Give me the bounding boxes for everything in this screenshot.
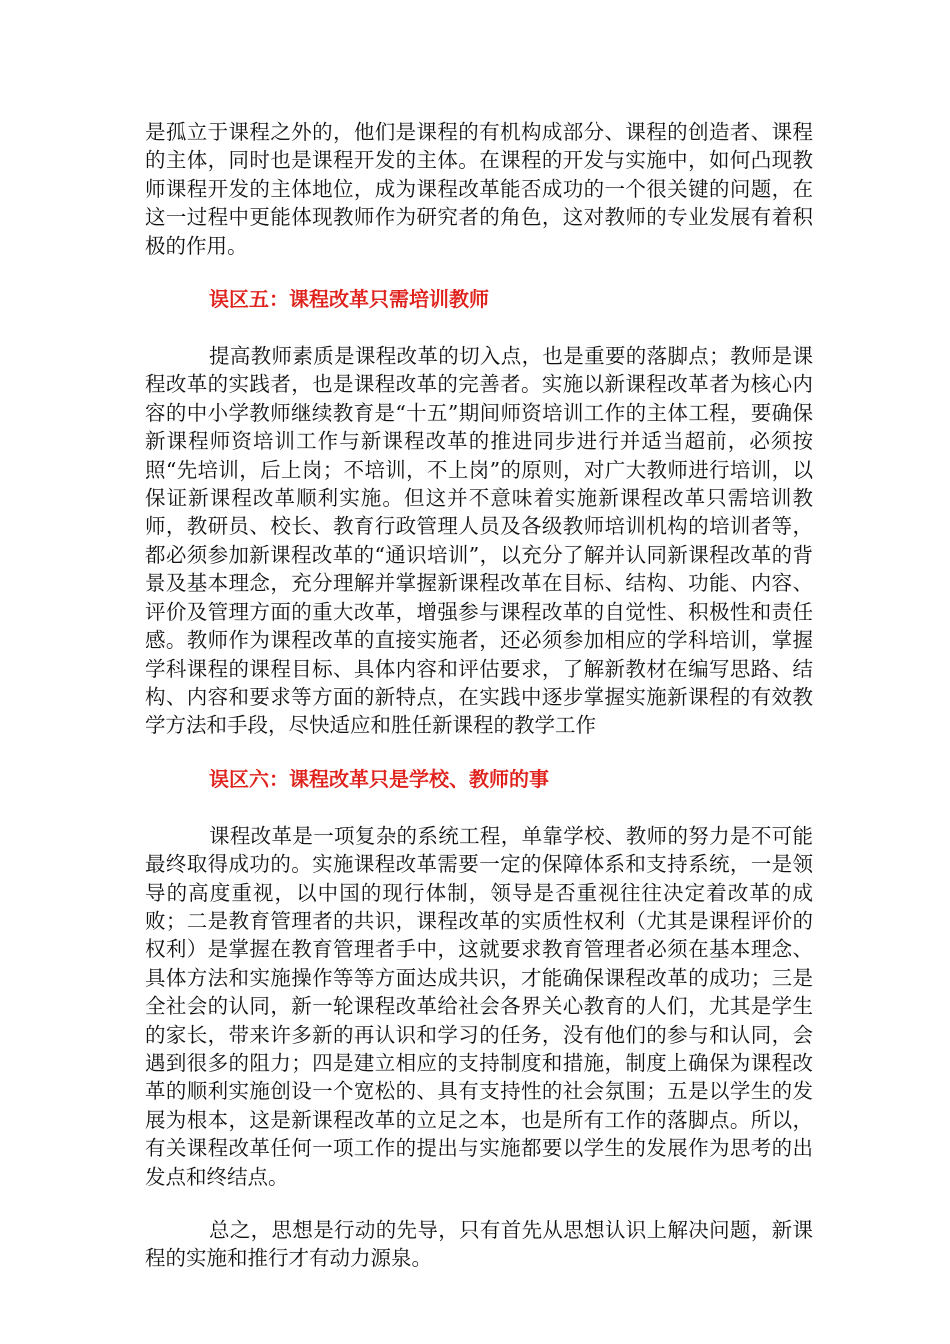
paragraph-conclusion: 总之，思想是行动的先导，只有首先从思想认识上解决问题，新课程的实施和推行才有动力源泉。: [145, 1218, 813, 1271]
document-page: [145, 118, 813, 1273]
section-heading-5: 误区五：课程改革只需培训教师: [209, 287, 489, 312]
paragraph-continuation: 是孤立于课程之外的，他们是课程的有机构成部分、课程的创造者、课程的主体，同时也是课程开发的主体。在课程的开发与实施中，如何凸现教师课程开发的主体地位，成为课程改革能否成功的一个很关键的问题，在这一过程中更能体现教师作为研究者的角色，这对教师的专业发展有着积极的作用。: [145, 120, 813, 258]
paragraph-system-engineering: 课程改革是一项复杂的系统工程，单靠学校、教师的努力是不可能最终取得成功的。实施课程改革需要一定的保障体系和支持系统，一是领导的高度重视，以中国的现行体制，领导是否重视往往决定着改革的成败；二是教育管理者的共识，课程改革的实质性权利（尤其是课程评价的权利）是掌握在教育管理者手中，这就要求教育管理者必须在基本理念、具体方法和实施操作等等方面达成共识，才能确保课程改革的成功；三是全社会的认同，新一轮课程改革给社会各界关心教育的人们，尤其是学生的家长，带来许多新的再认识和学习的任务，没有他们的参与和认同，会遇到很多的阻力；四是建立相应的支持制度和措施，制度上确保为课程改革的顺利实施创设一个宽松的、具有支持性的社会氛围；五是以学生的发展为根本，这是新课程改革的立足之本，也是所有工作的落脚点。所以，有关课程改革任何一项工作的提出与实施都要以学生的发展作为思考的出发点和终结点。: [145, 823, 813, 1189]
section-heading-6: 误区六：课程改革只是学校、教师的事: [209, 766, 549, 791]
paragraph-teacher-training: 提高教师素质是课程改革的切入点，也是重要的落脚点；教师是课程改革的实践者，也是课程改革的完善者。实施以新课程改革者为核心内容的中小学教师继续教育是“十五”期间师资培训工作的主体工程，要确保新课程师资培训工作与新课程改革的推进同步进行并适当超前，必须按照“先培训，后上岗；不培训，不上岗”的原则，对广大教师进行培训，以保证新课程改革顺利实施。但这并不意味着实施新课程改革只需培训教师，教研员、校长、教育行政管理人员及各级教师培训机构的培训者等，都必须参加新课程改革的“通识培训”，以充分了解并认同新课程改革的背景及基本理念，充分理解并掌握新课程改革在目标、结构、功能、内容、评价及管理方面的重大改革，增强参与课程改革的自觉性、积极性和责任感。教师作为课程改革的直接实施者，还必须参加相应的学科培训，掌握学科课程的课程目标、具体内容和评估要求，了解新教材在编写思路、结构、内容和要求等方面的新特点，在实践中逐步掌握实施新课程的有效教学方法和手段，尽快适应和胜任新课程的教学工作: [145, 344, 813, 738]
